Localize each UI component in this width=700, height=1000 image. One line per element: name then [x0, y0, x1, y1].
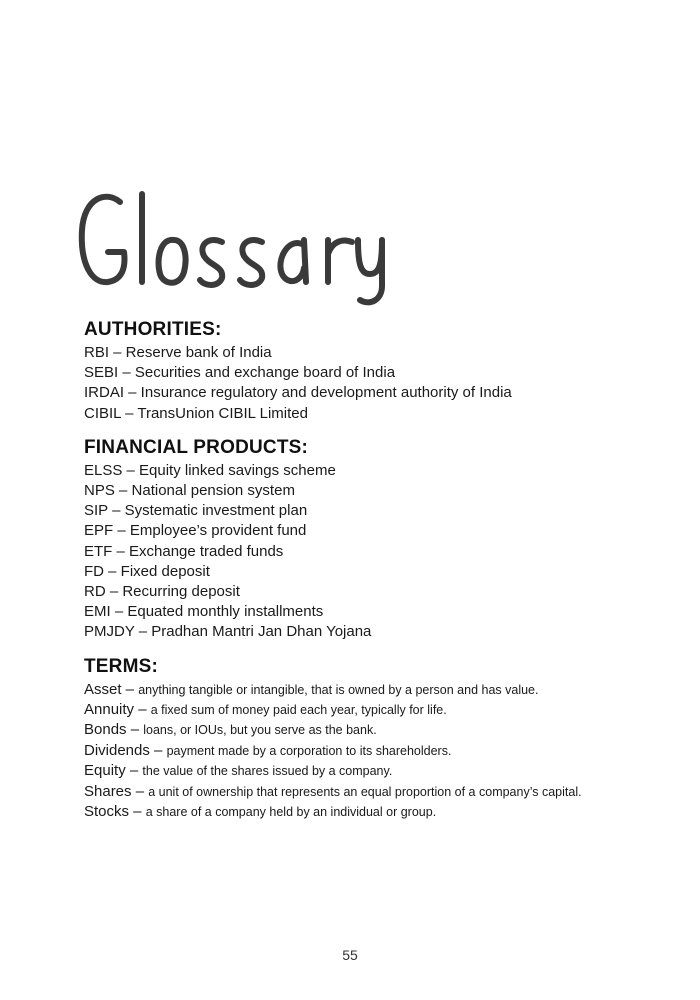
section-heading: FINANCIAL PRODUCTS:: [84, 436, 309, 458]
term-separator: –: [134, 701, 151, 719]
list-item: EMI – Equated monthly installments: [84, 603, 324, 621]
list-item: RBI – Reserve bank of India: [84, 344, 272, 361]
list-item: FD – Fixed deposit: [84, 562, 210, 580]
page-title: [76, 182, 396, 310]
term-entry: [84, 761, 684, 781]
term-definition: loans, or IOUs, but you serve as the bank.: [143, 723, 377, 738]
term-separator: –: [126, 721, 144, 739]
list-item: SIP – Systematic investment plan: [84, 502, 308, 520]
term-separator: –: [149, 741, 167, 759]
term-definition: a fixed sum of money paid each year, typically for life.: [150, 703, 447, 718]
term-separator: –: [125, 762, 143, 780]
list-item: IRDAI – Insurance regulatory and development authority of India: [84, 384, 512, 402]
page-number: 55: [342, 947, 358, 963]
glossary-content: [84, 318, 684, 834]
list-item: RD – Recurring deposit: [84, 583, 240, 601]
term-name: Stocks: [84, 803, 130, 821]
list-item: EPF – Employee’s provident fund: [84, 522, 307, 540]
list-item: NPS – National pension system: [84, 482, 295, 500]
term-separator: –: [121, 680, 139, 698]
terms-section: [84, 655, 684, 823]
term-definition: a unit of ownership that represents an equal proportion of a company’s capital.: [148, 784, 582, 799]
term-definition: anything tangible or intangible, that is owned by a person and has value.: [138, 682, 539, 697]
term-name: Annuity: [84, 701, 135, 719]
term-entry: [84, 680, 684, 700]
list-item: SEBI – Securities and exchange board of India: [84, 364, 396, 382]
list-item: ELSS – Equity linked savings scheme: [84, 461, 336, 479]
term-name: Shares: [84, 782, 132, 800]
section-heading: TERMS:: [84, 655, 159, 677]
financial-products-section: [84, 436, 684, 643]
term-entry: [84, 782, 684, 802]
list-item: PMJDY – Pradhan Mantri Jan Dhan Yojana: [84, 623, 372, 641]
term-name: Equity: [84, 762, 126, 780]
term-definition: payment made by a corporation to its shareholders.: [166, 743, 452, 758]
term-definition: the value of the shares issued by a company.: [142, 764, 393, 779]
authorities-section: [84, 318, 684, 424]
term-entry: [84, 741, 684, 761]
term-definition: a share of a company held by an individual or group.: [145, 805, 437, 820]
section-heading: AUTHORITIES:: [84, 319, 222, 340]
list-item: ETF – Exchange traded funds: [84, 542, 284, 560]
term-separator: –: [131, 782, 149, 800]
term-entry: [84, 802, 684, 822]
term-name: Asset: [84, 680, 122, 698]
term-name: Bonds: [84, 721, 127, 739]
term-entry: [84, 720, 684, 740]
term-entry: [84, 700, 684, 720]
list-item: CIBIL – TransUnion CIBIL Limited: [84, 404, 308, 422]
glossary-handwritten-title: [76, 182, 396, 310]
term-name: Dividends: [84, 741, 150, 759]
term-separator: –: [129, 803, 146, 821]
